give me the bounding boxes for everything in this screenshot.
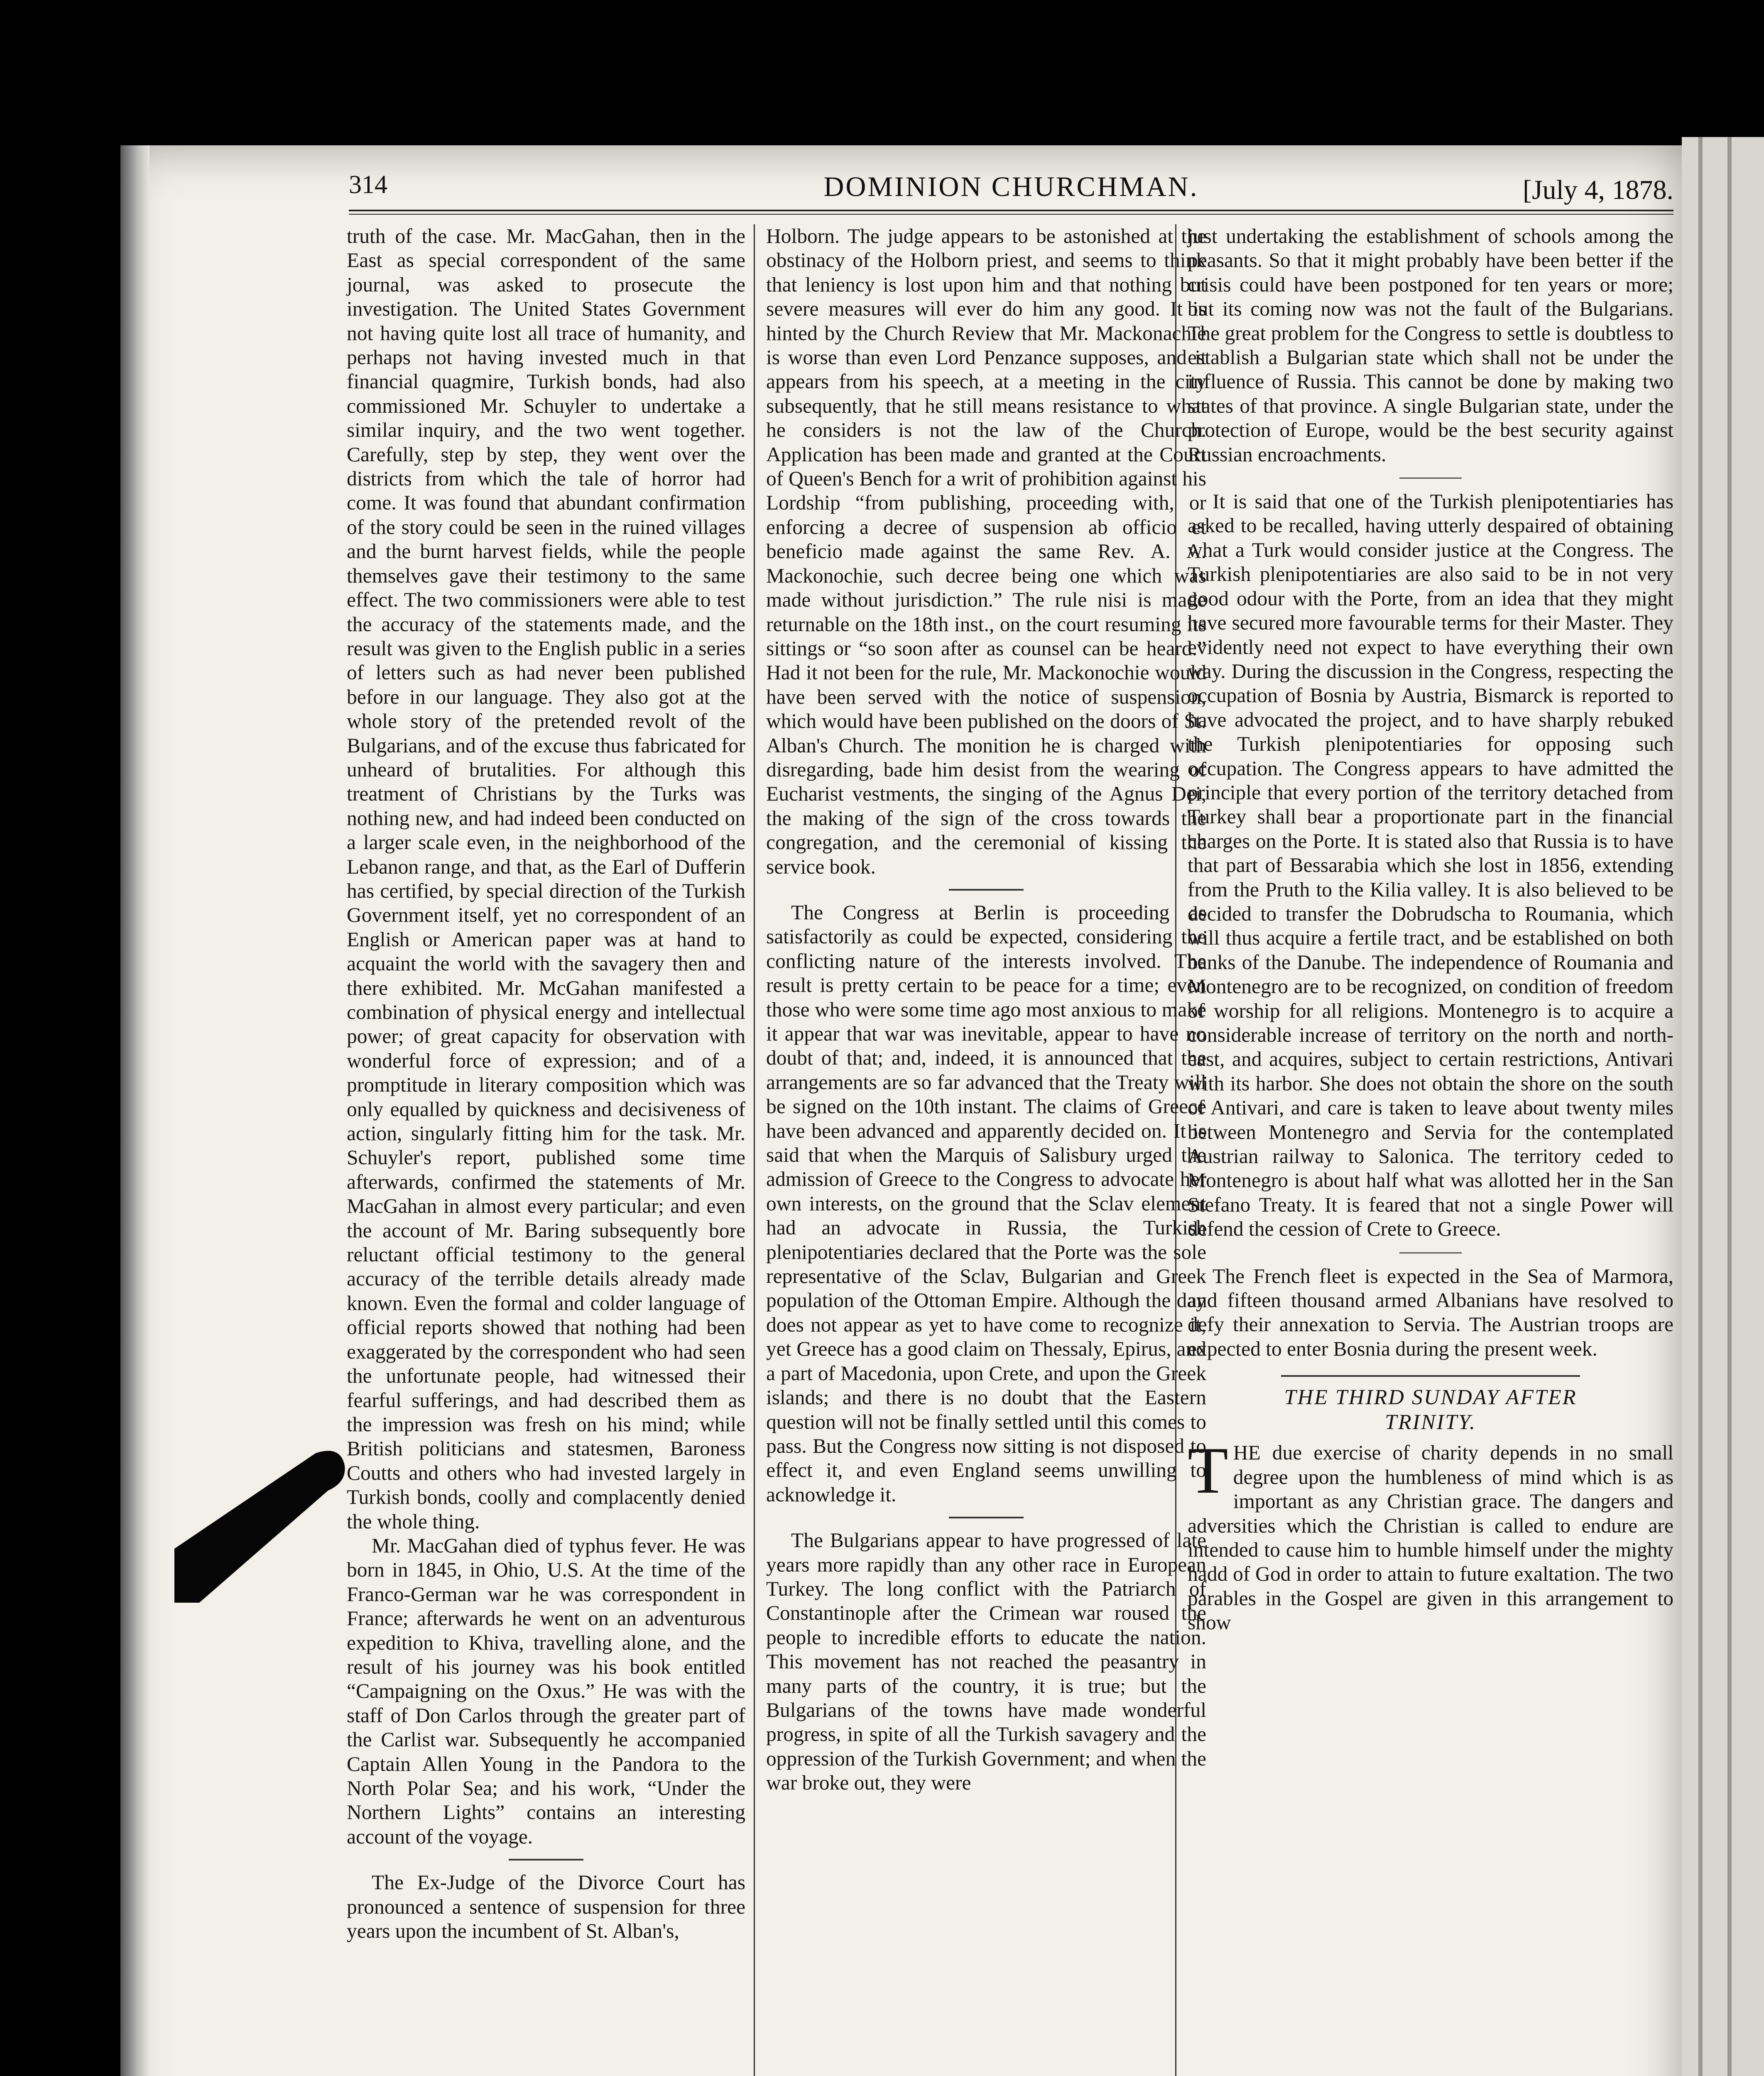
page-number: 314: [349, 171, 387, 199]
article-paragraph: The Congress at Berlin is proceeding as satisfactorily as could be expected, considering the conflicting nature of the interests involved. The result is pretty certain to be peace for a time; even those who were some time ago most anxious to make it appear that war was inevitable, appear to have no doubt of that; and, indeed, it is announced that the arrangements are so far advanced that the Treaty will be signed on the 10th instant. The claims of Greece have been advanced and apparently decided on. It is said that when the Marquis of Salisbury urged the admission of Greece to the Congress to advocate her own interests, on the ground that the Sclav element had an advocate in Russia, the Turkish plenipotentiaries declared that the Porte was the sole representative of the Sclav, Bulgarian and Greek population of the Ottoman Empire. Although the day does not appear as yet to have come to recognize it, yet Greece has a good claim on Thessaly, Epirus, and a part of Macedonia, upon Crete, and upon the Greek islands; and there is no doubt that the Eastern question will not be finally settled until this comes to pass. But the Congress now sitting is not disposed to effect it, and even England seems unwilling to acknowledge it.: [766, 901, 1206, 1506]
column-3: [1188, 224, 1673, 1635]
publication-title: DOMINION CHURCHMAN.: [823, 171, 1199, 202]
header-rule: [349, 210, 1673, 215]
column-1: [347, 224, 745, 1943]
column-2: [766, 224, 1206, 1795]
article-paragraph: Holborn. The judge appears to be astonished at the obstinacy of the Holborn priest, and seems to think that leniency is lost upon him and that nothing but severe measures will ever do him any good. It is hinted by the Church Review that Mr. Mackonachie is worse than even Lord Penzance supposes, and it appears from his speech, at a meeting in the city subsequently, that he still means resistance to what he considers is not the law of the Church. Application has been made and granted at the Court of Queen's Bench for a writ of prohibition against his Lordship “from publishing, proceeding with, or enforcing a decree of suspension ab officio et beneficio made against the same Rev. A. A. Mackonochie, such decree being one which was made without jurisdiction.” The rule nisi is made returnable on the 18th inst., on the court resuming its sittings or “so soon after as counsel can be heard.” Had it not been for the rule, Mr. Mackonochie would have been served with the notice of suspension, which would have been published on the doors of St. Alban's Church. The monition he is charged with disregarding, bade him desist from the wearing of Eucharist vestments, the singing of the Agnus Dei, the making of the sign of the cross towards the congregation, and the ceremonial of kissing the service book.: [766, 225, 1206, 878]
column-divider: [754, 224, 755, 2076]
section-body: THE due exercise of charity depends in no small degree upon the humbleness of mind which is as important as any Christian grace. The dangers and adversities which the Christian is called to endure are intended to cause him to humble himself under the mighty hadd of God in order to attain to future exaltation. The two parables in the Gospel are given in this arrangement to show: [1188, 1433, 1673, 1634]
separator-rule: [1399, 1252, 1462, 1253]
article-paragraph: The French fleet is expected in the Sea of Marmora, and fifteen thousand armed Albanians have resolved to defy their annexation to Servia. The Austrian troops are expected to enter Bosnia during the present week.: [1188, 1264, 1673, 1360]
section-title: THE THIRD SUNDAY AFTER TRINITY.: [1284, 1386, 1577, 1435]
section-rule: [1281, 1375, 1580, 1377]
separator-rule: [949, 1517, 1024, 1518]
article-paragraph: The Ex-Judge of the Divorce Court has pronounced a sentence of suspension for three years upon the incumbent of St. Alban's,: [347, 1871, 745, 1943]
drop-cap: T: [1188, 1433, 1228, 1508]
article-paragraph: just undertaking the establishment of schools among the peasants. So that it might probably have been better if the crisis could have been postponed for ten years or more; but its coming now was not the fault of the Bulgarians. The great problem for the Congress to settle is doubtless to establish a Bulgarian state which shall not be under the influence of Russia. This cannot be done by making two states of that province. A single Bulgarian state, under the protection of Europe, would be the best security against Russian encroachments.: [1188, 225, 1673, 466]
article-paragraph: The Bulgarians appear to have progressed of late years more rapidly than any other race in European Turkey. The long conflict with the Patriarch of Constantinople after the Crimean war roused the people to incredible efforts to educate the nation. This movement has not reached the peasantry in many parts of the country, it is true; but the Bulgarians of the towns have made wonderful progress, in spite of all the Turkish savagery and the oppression of the Turkish Government; and when the war broke out, they were: [766, 1529, 1206, 1794]
article-paragraph: Mr. MacGahan died of typhus fever. He was born in 1845, in Ohio, U.S. At the time of the Franco-German war he was correspondent in France; afterwards he went on an adventurous expedition to Khiva, travelling alone, and the result of his journey was his book entitled “Campaigning on the Oxus.” He was with the staff of Don Carlos through the greater part of the Carlist war. Subsequently he accompanied Captain Allen Young in the Pandora to the North Polar Sea; and his work, “Under the Northern Lights” contains an interesting account of the voyage.: [347, 1534, 745, 1848]
article-paragraph: It is said that one of the Turkish plenipotentiaries has asked to be recalled, having utterly despaired of obtaining what a Turk would consider justice at the Congress. The Turkish plenipotentiaries are also said to be in not very good odour with the Porte, from an idea that they might have secured more favourable terms for their Master. They evidently need not expect to have everything their own way. During the discussion in the Congress, respecting the occupation of Bosnia by Austria, Bismarck is reported to have advocated the project, and to have sharply rebuked the Turkish plenipotentiaries for opposing such occupation. The Congress appears to have admitted the principle that every portion of the territory detached from Turkey shall bear a proportionate part in the financial charges on the Porte. It is stated also that Russia is to have that part of Bessarabia which she lost in 1856, extending from the Pruth to the Kilia valley. It is also believed to be decided to transfer the Dobrudscha to Roumania, which will thus acquire a fertile tract, and be established on both banks of the Danube. The independence of Roumania and Montenegro are to be recognized, on condition of freedom of worship for all religions. Montenegro is to acquire a considerable increase of territory on the north and north-east, and acquires, subject to certain restrictions, Antivari with its harbor. She does not obtain the shore on the south of Antivari, and care is taken to leave about twenty miles between Montenegro and Servia for the contemplated Austrian railway to Salonica. The territory ceded to Montenegro is about half what was allotted her in the San Stefano Treaty. It is feared that not a single Power will defend the cession of Crete to Greece.: [1188, 490, 1673, 1241]
binding-gutter: [120, 145, 149, 2076]
finger-shadow: [174, 1445, 349, 1603]
separator-rule: [949, 889, 1024, 891]
separator-rule: [1399, 477, 1462, 479]
separator-rule: [509, 1859, 583, 1861]
page-header: [349, 162, 1673, 212]
facing-page-edge: [1682, 137, 1764, 2076]
article-paragraph: truth of the case. Mr. MacGahan, then in the East as special correspondent of the same journal, was asked to prosecute the investigation. The United States Government not having quite lost all trace of humanity, and perhaps not having invested much in that financial quagmire, Turkish bonds, had also commissioned Mr. Schuyler to undertake a similar inquiry, and the two went together. Carefully, step by step, they went over the districts from which the tale of horror had come. It was found that abundant confirmation of the story could be seen in the ruined villages and the burnt harvest fields, while the people themselves gave their testimony to the same effect. The two commissioners were able to test the accuracy of the statements made, and the result was given to the English public in a series of letters such as had never been published before in our language. They also got at the whole story of the pretended revolt of the Bulgarians, and of the excuse thus fabricated for unheard of brutalities. For although this treatment of Christians by the Turks was nothing new, and had indeed been conducted on a larger scale even, in the neighborhood of the Lebanon range, and that, as the Earl of Dufferin has certified, by special direction of the Turkish Government itself, yet no correspondent of an English or American paper was at hand to acquaint the world with the savagery then and there exhibited. Mr. McGahan manifested a combination of physical energy and intellectual power; of great capacity for observation with wonderful force of expression; and of a promptitude in literary composition which was only equalled by quickness and decisiveness of action, singularly fitting him for the task. Mr. Schuyler's report, published some time afterwards, confirmed the statements of Mr. MacGahan in almost every particular; and even the account of Mr. Baring subsequently bore reluctant official testimony to the general accuracy of the terrible details already made known. Even the formal and colder language of official reports showed that nothing had been exaggerated by the correspondent who had seen the unfortunate people, had witnessed their fearful sufferings, and had described them as the impression was fresh on his mind; while British politicians and statesmen, Baroness Coutts and others who had invested largely in Turkish bonds, coolly and complacently denied the whole thing.: [347, 225, 745, 1533]
issue-date: [July 4, 1878.: [1523, 175, 1673, 205]
